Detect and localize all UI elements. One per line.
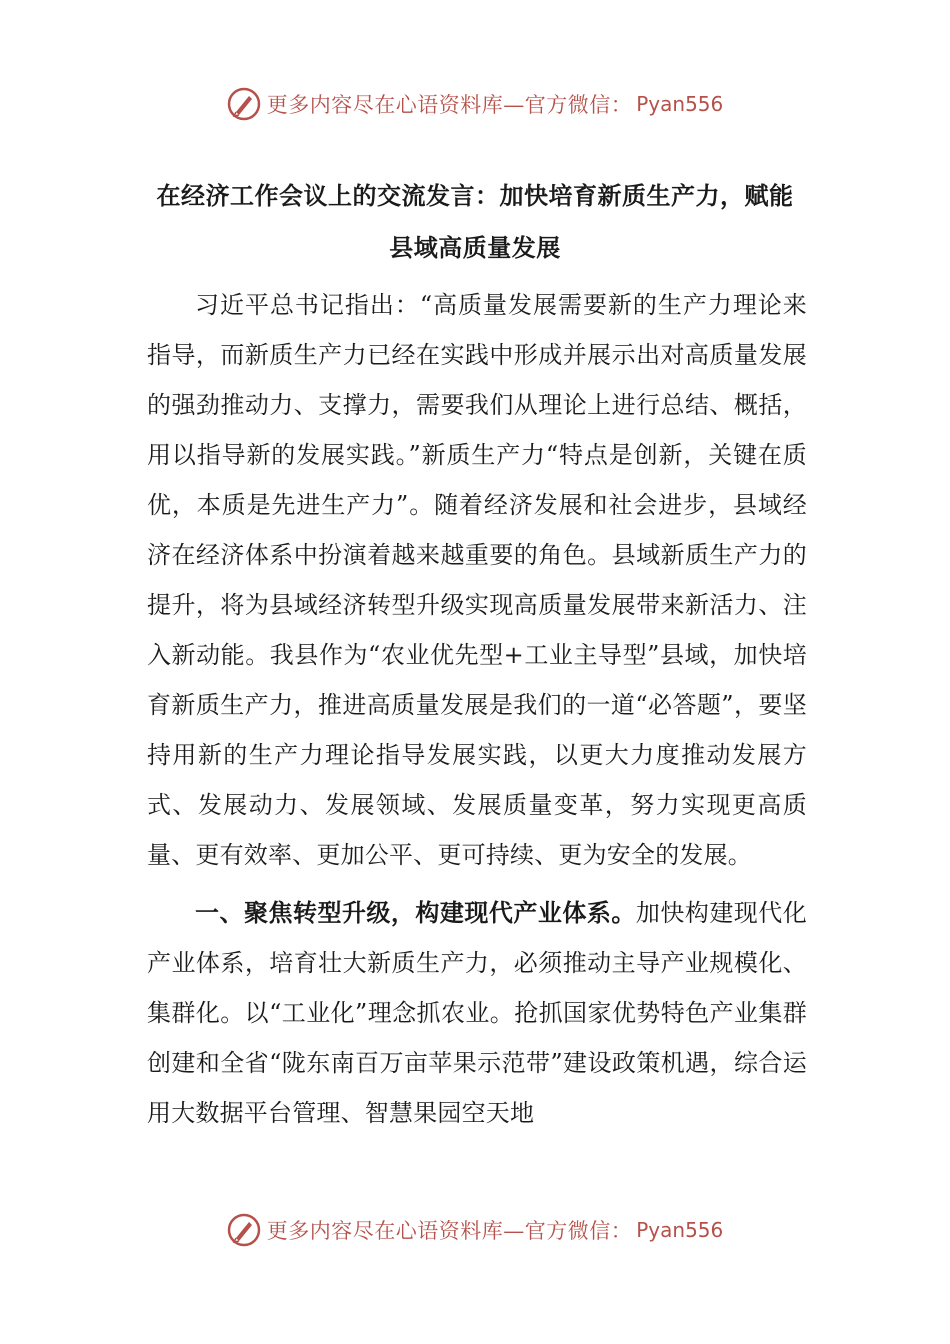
pen-logo-icon <box>227 1213 261 1247</box>
footer-banner <box>0 1210 950 1250</box>
document-body <box>147 280 807 1138</box>
section-paragraph <box>147 888 807 1138</box>
pen-logo-icon <box>227 87 261 121</box>
document-title: 在经济工作会议上的交流发言：加快培育新质生产力，赋能县域高质量发展 <box>156 181 794 262</box>
paragraph: 习近平总书记指出：“高质量发展需要新的生产力理论来指导，而新质生产力已经在实践中形成并展示出对高质量发展的强劲推动力、支撑力，需要我们从理论上进行总结、概括，用以指导新的发展实践。”新质生产力“特点是创新，关键在质优，本质是先进生产力”。随着经济发展和社会进步，县域经济在经济体系中扮演着越来越重要的角色。县域新质生产力的提升，将为县域经济转型升级实现高质量发展带来新活力、注入新动能。我县作为“农业优先型+工业主导型”县域，加快培育新质生产力，推进高质量发展是我们的一道“必答题”，要坚持用新的生产力理论指导发展实践，以更大力度推动发展方式、发展动力、发展领域、发展质量变革，努力实现更高质量、更有效率、更加公平、更可持续、更为安全的发展。 <box>147 291 807 869</box>
header-banner <box>0 84 950 124</box>
banner-wechat-id: Pyan556 <box>636 1218 724 1242</box>
banner-text: 更多内容尽在心语资料库—官方微信： <box>266 93 633 117</box>
section-heading: 一、聚焦转型升级，构建现代产业体系。 <box>195 898 636 927</box>
banner-wechat-id: Pyan556 <box>636 92 724 116</box>
section-body: 加快构建现代化产业体系，培育壮大新质生产力，必须推动主导产业规模化、集群化。以“工业化”理念抓农业。抢抓国家优势特色产业集群创建和全省“陇东南百万亩苹果示范带”建设政策机遇，综合运用大数据平台管理、智慧果园空天地 <box>147 899 807 1127</box>
banner-text: 更多内容尽在心语资料库—官方微信： <box>266 1219 633 1243</box>
